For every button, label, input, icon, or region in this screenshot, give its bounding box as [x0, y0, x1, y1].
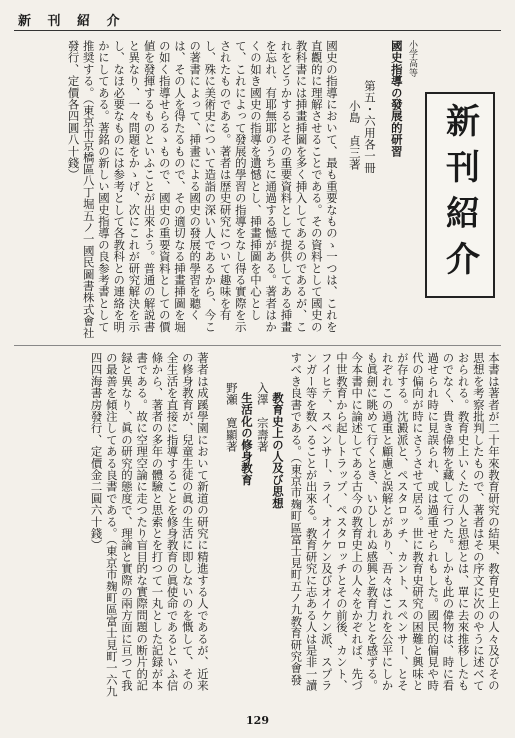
review1-byline: [343, 40, 377, 340]
review3-author: 野瀬 寛顯著: [224, 382, 239, 453]
review2-title: 教育史上の人及び思想: [271, 392, 285, 509]
review1-heading: [379, 40, 419, 340]
review2-author: 入澤 宗壽著: [255, 382, 270, 453]
review3-title: 生活化の修身教育: [240, 392, 254, 486]
middle-rule: [14, 345, 501, 346]
running-head: 新 刊 紹 介: [18, 14, 126, 29]
section-title-box: [425, 92, 495, 298]
review1-series: 小学: [407, 40, 417, 59]
review3-heading: [214, 352, 254, 698]
section-title: 新刊紹介: [439, 103, 480, 287]
review1-author: 小島 貞三著: [347, 100, 362, 171]
review3-body: 著者は成蹊學園において新道の研究に精進する人であるが、近来の修身教育が、兒童生徒の眞の生活に即しないのを慨して、その全生活を直接に指導することを修身教育の眞使命であるといふ信條から、著者の多年の體驗と思索とを打つて一丸とした記録が本書である。故に空理空論に走つたり盲目的な實際問題の断片的記録と異なり、眞の研究的態度で、理論と實際の兩方面に亘つて我の最善を傾注してある良書である。（東京市麹町區富士見町一六九四四海書房發行、定價金二圓六十錢）: [89, 352, 210, 698]
review1-title: 國史指導の發展的研習: [389, 40, 404, 157]
header-rule: [14, 30, 501, 31]
review2-body: 本書は著者が二十年來教育研究の結果、教育史上の人々及びその思想を考察批判したもので、著者はその序文に次のやうに述べておられる。教育史上いくたの人と思想とは、單に去來推移したものでなく、貴き偉物を藏して行つた。しかも此の偉物は、時に看過せられ時に見誤られ、或は過重せられもした。國民的偏見や時代の偏向が時にさうさせて居る。世に教育史研究の困難と興味とが存する。沈澱派と、ペスタロッチ、カント、スペンサー、とそれぞれこの過重と顧慮と誤解とがあり、吾々はこれを公平にしかも眞劍に眺めて行くとき、いひしれぬ感興と教育力とを感ずる。今本書中に論述してある古今の教育史上の人々をかぞれば、先づ中世教育から起しトラップ、ペスタロッチとその前後、カント、フイヒテ、スペンサー、ライ、オイケン及びオイケン派、スプランガー等を数へることが出來る。教育研究に志ある人は是非一讀すべき良書である。（東京市麹町區富士見町五ノ九教育研究會發: [289, 352, 501, 692]
review1-price: 第五・六用各一冊: [363, 80, 377, 174]
review1-series2: 高等: [407, 58, 417, 78]
review1-body: 國史の指導において、最も重要なものゝ一つは、これを直觀的に理解させることである。その資料として國史の教科書には挿畫挿圖を多く挿入してあるのであるが、これをどうかするとその重要資料として提供してある挿畫を忘れ、有耶無耶のうちに通過する憾がある。著者はかくの如き國史の指導を遺憾とし、挿畫挿圖を中心として、これによって發展的學習の指導をなし得る實際を示されたものである。著者は歴史研究について趣味を有し、殊に美術史について造詣の深い人であるから、今この著書によって、挿畫による國史の發展的學習を聽くは、その人を得たるもので、その適切なる挿畫挿圖を堀の如く指導せらるゝもので、國史の重要資料としての價値を發揮するものといふことが出來よう。普通の解説書と異なり、一々問題をかゝげ、次にこれが研究解決を示し、なほ必要なものには参考として各教科との連絡を明かにしてある。著銘の新しい國史指導の良参考書として推奨する。（東京市京橋區八丁堀五ノ一國民圖書株式會社發行、定價各四圓八十錢）: [66, 40, 339, 339]
page-number: 129: [246, 714, 269, 727]
